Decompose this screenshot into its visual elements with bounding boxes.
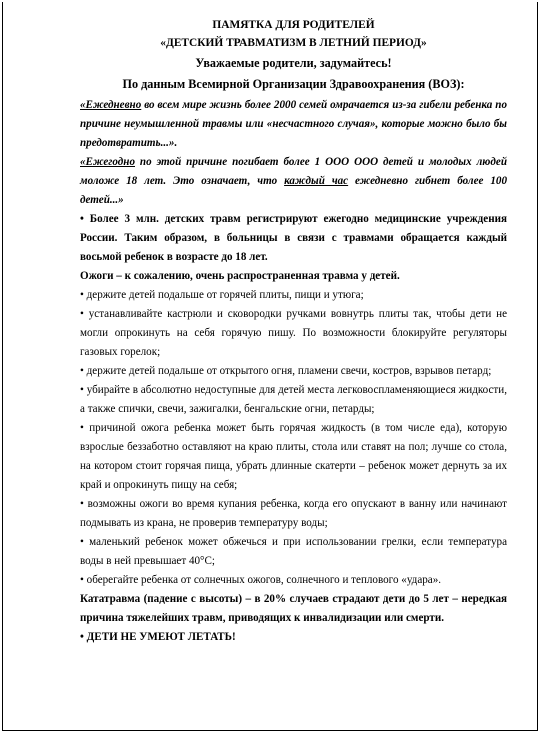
burn-tips-list xyxy=(80,286,507,590)
list-item: • убирайте в абсолютно недоступные для детей места легковоспламеняющиеся жидкости, а также спички, свечи, зажигалки, бенгальские огни, петарды; xyxy=(80,384,507,415)
document-page xyxy=(2,2,538,731)
yearly-rest-2: ежедневно гибнет более 100 детей...» xyxy=(80,175,508,206)
daily-rest: во всем мире жизнь более 2000 семей омрачается из-за гибели ребенка по причине неумышленной травмы или «несчастного случая», которые можно было бы предотвратить...». xyxy=(80,99,507,149)
burns-heading: Ожоги – к сожалению, очень распространенная травма у детей. xyxy=(80,270,400,282)
list-item: • устанавливайте кастрюли и сковородки ручками вовнутрь плиты так, чтобы дети не могли опрокинуть на себя горячую пишу. По возможности блокируйте регуляторы газовых горелок; xyxy=(80,308,507,358)
yearly-hour: каждый час xyxy=(284,175,349,187)
title-line-2: «ДЕТСКИЙ ТРАВМАТИЗМ В ЛЕТНИЙ ПЕРИОД» xyxy=(160,37,427,49)
list-item: • маленький ребенок может обжечься и при использовании грелки, если температура воды в ней превышает 40°С; xyxy=(80,536,507,567)
list-item: • держите детей подальше от открытого огня, пламени свечи, костров, взрывов петард; xyxy=(80,365,492,377)
yearly-lead: «Ежегодно xyxy=(80,156,135,168)
katatrauma-paragraph: Кататравма (падение с высоты) – в 20% случаев страдают дети до 5 лет – нередкая причина тяжелейших травм, приводящих к инвалидизации или смерти. xyxy=(80,593,507,624)
daily-lead: «Ежедневно xyxy=(80,99,142,111)
daily-statistic xyxy=(80,96,507,153)
document-body xyxy=(80,16,507,647)
greeting: Уважаемые родители, задумайтесь! xyxy=(195,56,392,70)
list-item: • оберегайте ребенка от солнечных ожогов, солнечного и теплового «удара». xyxy=(80,574,442,586)
yearly-rest-1: по этой причине погибает более 1 ООО ООО детей и молодых людей моложе 18 лет. Это означает, что xyxy=(80,156,507,187)
list-item: • причиной ожога ребенка может быть горячая жидкость (в том числе еда), которую взрослые беззаботно оставляют на краю плиты, стола или ставят на пол; лучше со стола, на котором стоит горячая пища, убрать длинные скатерти – ребенок может дернуть за их край и опрокинуть пищу на себя; xyxy=(80,422,507,491)
final-warning: • ДЕТИ НЕ УМЕЮТ ЛЕТАТЬ! xyxy=(80,631,236,643)
title-line-1: ПАМЯТКА ДЛЯ РОДИТЕЛЕЙ xyxy=(212,19,375,31)
list-item: • держите детей подальше от горячей плиты, пищи и утюга; xyxy=(80,289,364,301)
list-item: • возможны ожоги во время купания ребенка, когда его опускают в ванну или начинают подмывать из крана, не проверив температуру воды; xyxy=(80,498,507,529)
russia-statistic: • Более 3 млн. детских травм регистрируют ежегодно медицинские учреждения России. Таким образом, в больницы в связи с травмами обращается каждый восьмой ребенок в возрасте до 18 лет. xyxy=(80,213,507,263)
yearly-statistic xyxy=(80,153,507,210)
who-intro: По данным Всемирной Организации Здравоохранения (ВОЗ): xyxy=(122,77,465,91)
